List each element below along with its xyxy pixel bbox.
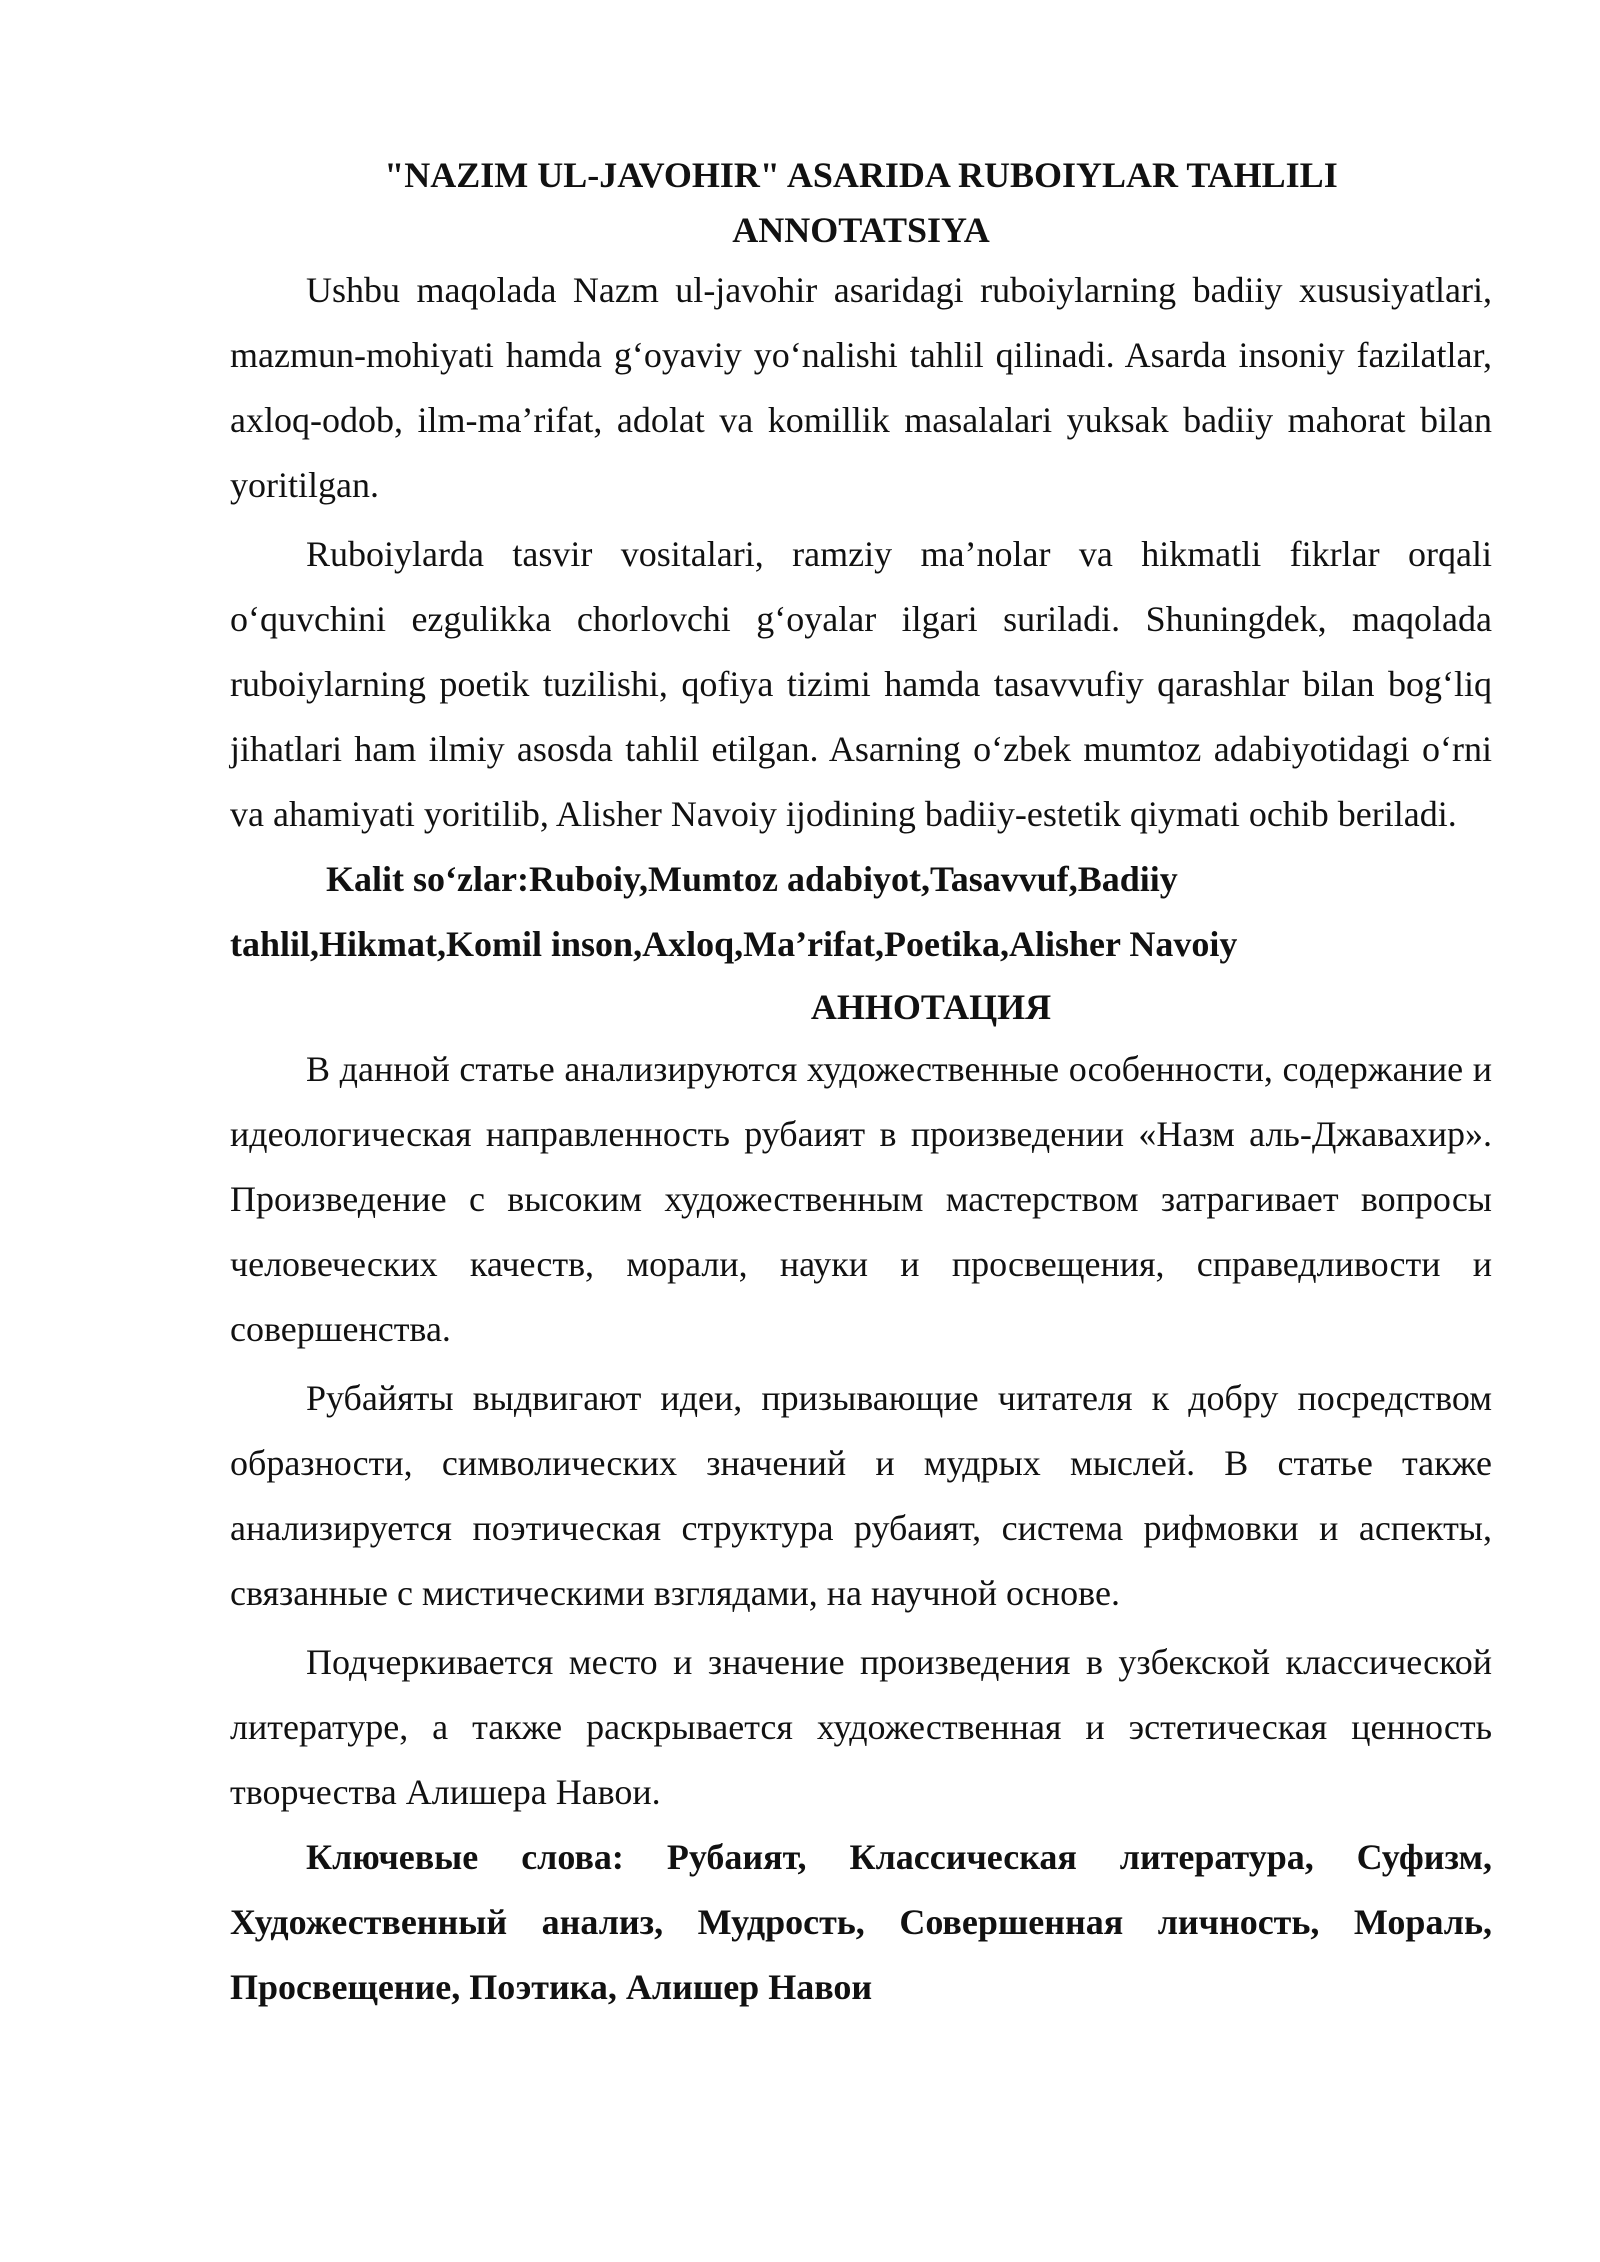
keywords-uz: Kalit so‘zlar:Ruboiy,Mumtoz adabiyot,Tasavvuf,Badiiy tahlil,Hikmat,Komil inson,Axloq,Ma’rifat,Poetika,Alisher Navoiy [230, 859, 1238, 964]
annotation-ru-heading: АННОТАЦИЯ [810, 987, 1052, 1027]
annotation-ru-paragraph-3: Подчеркивается место и значение произведения в узбекской классической литературе, а также раскрывается художественная и эстетическая ценность творчества Алишера Навои. [230, 1642, 1492, 1812]
article-title: "NAZIM UL-JAVOHIR" ASARIDA RUBOIYLAR TAHLILI [384, 155, 1338, 195]
annotation-uz-heading: ANNOTATSIYA [732, 210, 990, 250]
keywords-ru: Ключевые слова: Рубаият, Классическая литература, Суфизм, Художественный анализ, Мудрость, Совершенная личность, Мораль, Просвещение, Поэтика, Алишер Навои [230, 1837, 1492, 2007]
annotation-uz-paragraph-2: Ruboiylarda tasvir vositalari, ramziy ma’nolar va hikmatli fikrlar orqali o‘quvchini ezgulikka chorlovchi g‘oyalar ilgari suriladi. Shuningdek, maqolada ruboiylarning poetik tuzilishi, qofiya tizimi hamda tasavvufiy qarashlar bilan bog‘liq jihatlari ham ilmiy asosda tahlil etilgan. Asarning o‘zbek mumtoz adabiyotidagi o‘rni va ahamiyati yoritilib, Alisher Navoiy ijodining badiiy-estetik qiymati ochib beriladi. [230, 534, 1492, 834]
annotation-ru-paragraph-1: В данной статье анализируются художественные особенности, содержание и идеологическая направленность рубаият в произведении «Назм аль-Джавахир». Произведение с высоким художественным мастерством затрагивает вопросы человеческих качеств, морали, науки и просвещения, справедливости и совершенства. [230, 1049, 1492, 1349]
annotation-uz-paragraph-1: Ushbu maqolada Nazm ul-javohir asaridagi ruboiylarning badiiy xususiyatlari, mazmun-mohiyati hamda g‘oyaviy yo‘nalishi tahlil qilinadi. Asarda insoniy fazilatlar, axloq-odob, ilm-ma’rifat, adolat va komillik masalalari yuksak badiiy mahorat bilan yoritilgan. [230, 270, 1492, 505]
document-body [230, 148, 1492, 2020]
annotation-ru-paragraph-2: Рубайяты выдвигают идеи, призывающие читателя к добру посредством образности, символических значений и мудрых мыслей. В статье также анализируется поэтическая структура рубаият, система рифмовки и аспекты, связанные с мистическими взглядами, на научной основе. [230, 1378, 1492, 1613]
